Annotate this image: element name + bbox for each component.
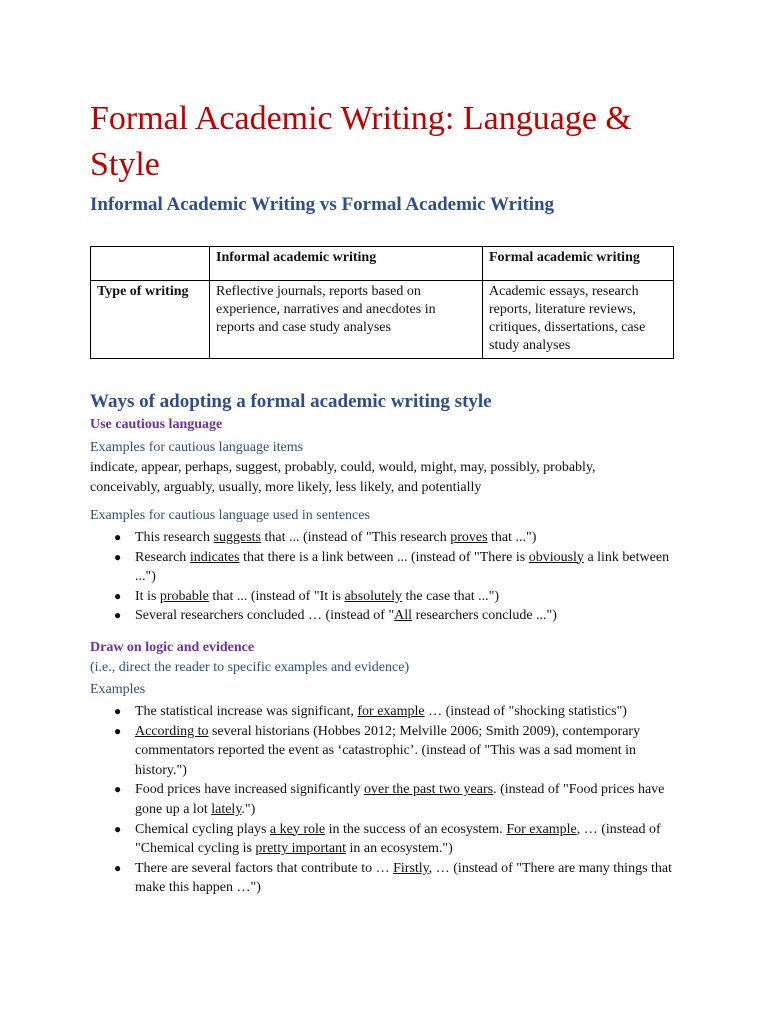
bullet-icon: ● <box>114 588 122 603</box>
list-item: ● Chemical cycling plays a key role in the success of an ecosystem. For example, … (instead of "Chemical cycling is pretty important in an ecosystem.") <box>114 821 661 857</box>
table-header-row <box>91 247 674 281</box>
table-header-cell: Formal academic writing <box>483 247 674 281</box>
bullet-icon: ● <box>114 782 122 797</box>
table-row-label: Type of writing <box>91 281 210 359</box>
bullet-icon: ● <box>114 549 122 564</box>
bullet-icon: ● <box>114 530 122 544</box>
bullet-icon: ● <box>114 860 122 875</box>
bullet-icon: ● <box>114 608 122 623</box>
subheading-logic-evidence: Draw on logic and evidence <box>90 640 255 655</box>
subheading-cautious-language: Use cautious language <box>90 417 223 432</box>
list-item: ● There are several factors that contribute to … Firstly, … (instead of "There are many things that make this happen …") <box>114 860 673 896</box>
section-heading-ways: Ways of adopting a formal academic writing style <box>90 391 492 412</box>
list-item: ● Research indicates that there is a link between ... (instead of "There is obviously a link between ...") <box>114 549 670 585</box>
list-item: ● According to several historians (Hobbes 2012; Melville 2006; Smith 2009), contemporary commentators reported the event as ‘catastrophic’. (instead of "This was a sad moment in history.") <box>114 723 641 778</box>
list-item: ● Food prices have increased significantly over the past two years. (instead of "Food prices have gone up a lot lately.") <box>114 782 665 817</box>
logic-examples-list <box>90 702 680 898</box>
label-cautious-items: Examples for cautious language items <box>90 440 304 455</box>
list-item: ● The statistical increase was significant, for example … (instead of "shocking statistics") <box>90 702 680 722</box>
table-cell: Reflective journals, reports based on experience, narratives and anecdotes in reports and case study analyses <box>210 281 483 359</box>
cautious-examples-list <box>90 528 680 626</box>
section-heading-comparison: Informal Academic Writing vs Formal Academic Writing <box>90 194 555 215</box>
comparison-table <box>90 246 674 359</box>
table-row <box>91 281 674 359</box>
bullet-icon: ● <box>114 704 122 718</box>
label-examples: Examples <box>90 682 146 697</box>
table-cell: Academic essays, research reports, literature reviews, critiques, dissertations, case study analyses <box>483 281 674 359</box>
list-item: ● It is probable that ... (instead of "It is absolutely the case that ...") <box>90 587 680 607</box>
table-header-cell: Informal academic writing <box>210 247 483 281</box>
logic-subtitle: (i.e., direct the reader to specific examples and evidence) <box>90 660 410 675</box>
cautious-items-text: indicate, appear, perhaps, suggest, probably, could, would, might, may, possibly, probably, conceivably, arguably, usually, more likely, less likely, and potentially <box>90 460 596 495</box>
page-title: Formal Academic Writing: Language & Style <box>90 100 632 183</box>
label-cautious-sentences: Examples for cautious language used in sentences <box>90 508 370 523</box>
bullet-icon: ● <box>114 723 122 738</box>
list-item: ● Several researchers concluded … (instead of "All researchers conclude ...") <box>90 606 680 626</box>
list-item: ● This research suggests that ... (instead of "This research proves that ...") <box>90 528 680 548</box>
table-header-cell <box>91 247 210 281</box>
bullet-icon: ● <box>114 821 122 836</box>
